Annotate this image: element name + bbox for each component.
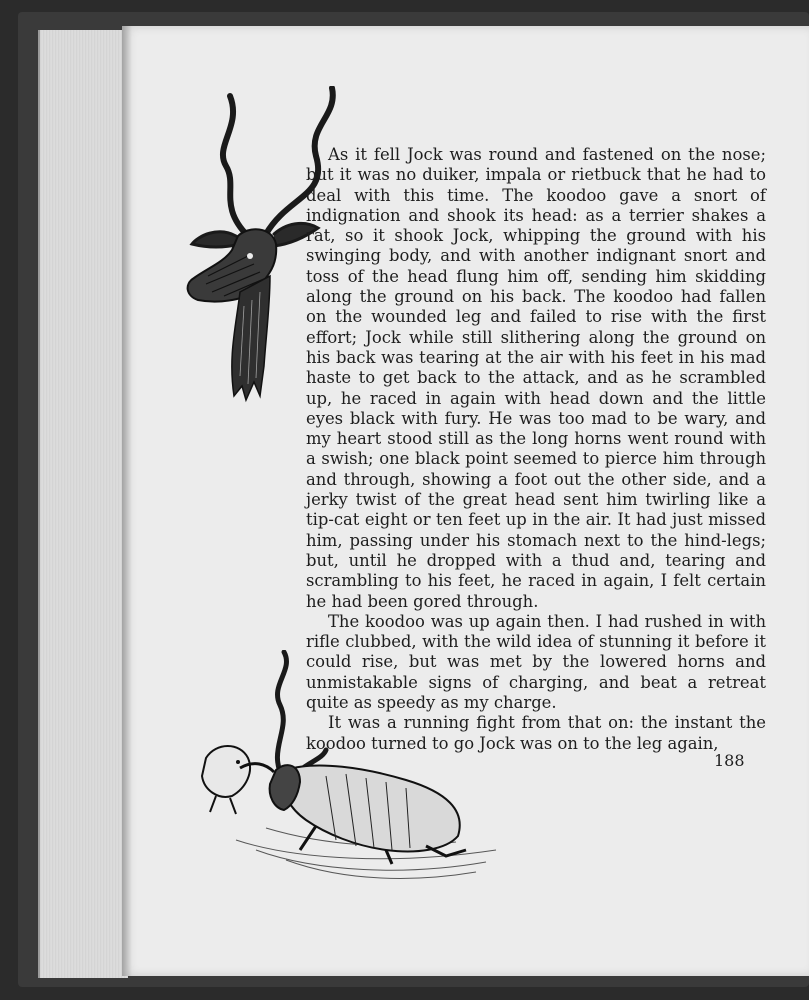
page-number: 188 bbox=[714, 751, 745, 770]
page-edges bbox=[38, 30, 128, 978]
paragraph-2: The koodoo was up again then. I had rushed in with rifle clubbed, with the wild idea of stunning it before it could rise, but was met by the lowered horns and unmistakable signs of charging, and beat a retreat quite as speedy as my charge. bbox=[306, 611, 766, 713]
koodoo-and-dog-fight-icon bbox=[196, 650, 506, 890]
paragraph-1: As it fell Jock was round and fastened on the nose; but it was no duiker, impala or rietbuck that he had to deal with this time. The koodoo gave a snort of indignation and shook its head: as a terrier shakes a rat, so it shook Jock, whipping the ground with his swinging body, and with another indignant snort and toss of the head flung him off, sending him skidding along the ground on his back. The koodoo had fallen on the wounded leg and failed to rise with the first effort; Jock while still slithering along the ground on his back was tearing at the air with his feet in his mad haste to get back to the attack, and as he scrambled up, he raced in again with head down and the little eyes black with fury. He was too mad to be wary, and my heart stood still as the long horns went round with a swish; one black point seemed to pierce him through and through, showing a foot out the other side, and a jerky twist of the great head sent him twirling like a tip-cat eight or ten feet up in the air. It had just missed him, passing under his stomach next to the hind-legs; but, until he dropped with a thud and, tearing and scrambling to his feet, he raced in again, I felt certain he had been gored through. bbox=[306, 145, 766, 611]
paragraph-3: It was a running fight from that on: the instant the koodoo turned to go Jock was on to the leg again, bbox=[306, 713, 766, 753]
gutter-shadow bbox=[122, 26, 132, 976]
